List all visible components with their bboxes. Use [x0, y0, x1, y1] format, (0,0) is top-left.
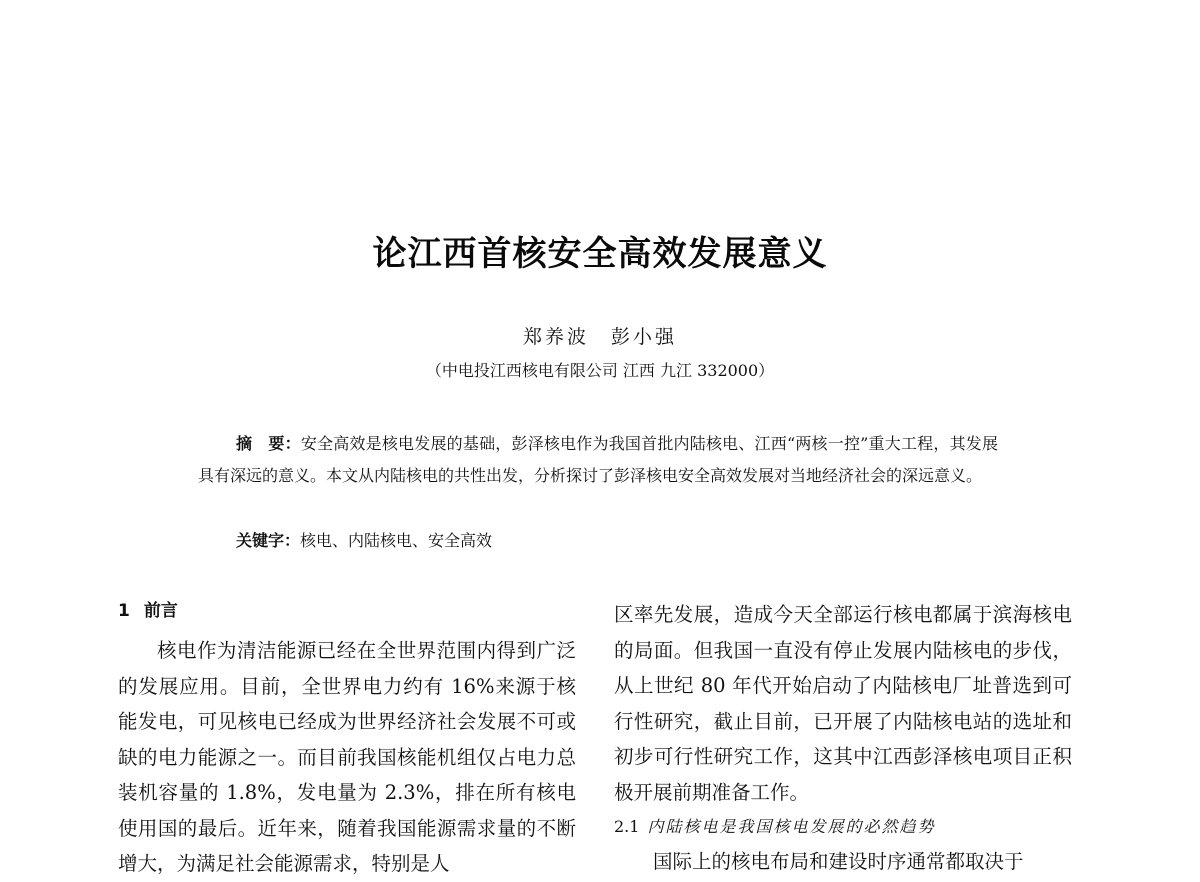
- keywords: [236, 525, 492, 557]
- paper-title: 论江西首核安全高效发展意义: [372, 234, 828, 274]
- abstract-text: 安全高效是核电发展的基础，彭泽核电作为我国首批内陆核电、江西“两核一控”重大工程，其发展具有深远的意义。本文从内陆核电的共性出发，分析探讨了彭泽核电安全高效发展对当地经济社会的深远意义。: [198, 434, 998, 485]
- keywords-text: 核电、内陆核电、安全高效: [300, 531, 493, 550]
- body-paragraph: 核电作为清洁能源已经在全世界范围内得到广泛的发展应用。目前，全世界电力约有 16%来源于核能发电，可见核电已经成为世界经济社会发展不可或缺的电力能源之一。而目前我国核能机组仅占电力总装机容量的 1.8%，发电量为 2.3%，排在所有核电使用国的最后。近年来，随着我国能源需求量的不断增大，为满足社会能源需求，特别是人: [118, 639, 576, 875]
- author-name: 郑养波: [522, 326, 589, 348]
- section-number: 1: [118, 601, 130, 621]
- body-paragraph-continued: 区率先发展，造成今天全部运行核电都属于滨海核电的局面。但我国一直没有停止发展内陆核电的步伐，从上世纪 80 年代开始启动了内陆核电厂址普选到可行性研究，截止目前，已开展了内陆核电站的选址和初步可行性研究工作，这其中江西彭泽核电项目正积极开展前期准备工作。: [614, 603, 1072, 804]
- abstract: [198, 428, 998, 492]
- keywords-label: 关键字：: [236, 531, 301, 550]
- subsection-number: 2.1: [614, 817, 640, 836]
- body-paragraph: 国际上的核电布局和建设时序通常都取决于: [653, 850, 1024, 873]
- author-name: 彭小强: [611, 326, 678, 348]
- author-affiliation: （中电投江西核电有限公司 江西 九江 332000）: [425, 361, 775, 380]
- section-heading: [118, 597, 576, 625]
- author-list: [0, 322, 1200, 349]
- section-title: 前言: [143, 601, 178, 621]
- subsection-title: 内陆核电是我国核电发展的必然趋势: [647, 817, 936, 836]
- left-column: [118, 597, 576, 882]
- subsection-heading: [614, 810, 1072, 844]
- abstract-label: 摘 要：: [236, 434, 301, 453]
- right-column: [614, 597, 1072, 880]
